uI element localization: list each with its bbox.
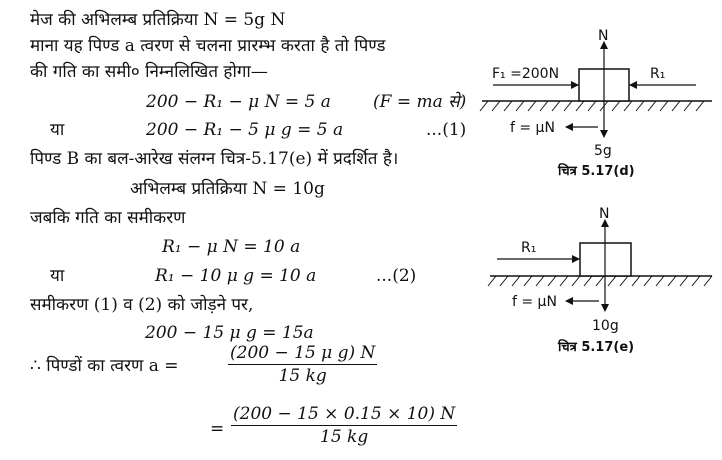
equation-1a-note: (F = ma से) (373, 92, 467, 112)
figure-e-label-weight: 10g (592, 318, 619, 334)
fraction-1-denominator: 15 kg (278, 366, 327, 386)
ya-label-1: या (50, 120, 65, 140)
figure-e-label-normal: N (599, 206, 610, 222)
ya-label-2: या (50, 266, 65, 286)
figure-d-label-weight: 5g (594, 143, 612, 159)
equation-1a: 200 − R₁ − μ N = 5 a (146, 92, 331, 112)
figure-d-hatch (480, 101, 704, 111)
figure-d-label-normal: N (598, 28, 609, 44)
figure-d-caption: चित्र 5.17(d) (558, 164, 635, 179)
figure-e-caption: चित्र 5.17(e) (558, 340, 635, 355)
figure-d-label-applied-force: F₁ =200N (492, 66, 560, 82)
equation-intro-line: की गति का समी० निम्नलिखित होगा— (30, 62, 268, 82)
motion-equation-line: जबकि गति का समीकरण (30, 208, 186, 228)
fraction-2-numerator: (200 − 15 × 0.15 × 10) N (233, 404, 456, 424)
fraction-2-denominator: 15 kg (320, 427, 369, 447)
assumption-line: माना यह पिण्ड a त्वरण से चलना प्रारम्भ करता है तो पिण्ड (30, 36, 386, 56)
equation-1-number: ...(1) (426, 120, 467, 140)
equation-1: 200 − R₁ − 5 μ g = 5 a (146, 120, 344, 140)
figure-d-label-reaction: R₁ (650, 66, 666, 82)
acceleration-line: ∴ पिण्डों का त्वरण a = (30, 356, 179, 376)
figure-e-hatch (488, 276, 712, 286)
equation-2-number: ...(2) (376, 266, 417, 286)
equation-2: R₁ − 10 μ g = 10 a (155, 266, 317, 286)
equals-sign: = (210, 419, 225, 439)
normal-reaction-line: मेज की अभिलम्ब प्रतिक्रिया N = 5g N (30, 10, 286, 30)
body-b-line: पिण्ड B का बल-आरेख संलग्न चित्र-5.17(e) में प्रदर्शित है। (30, 149, 399, 169)
figure-d-label-friction: f = μN (510, 120, 555, 136)
adding-line: समीकरण (1) व (2) को जोड़ने पर, (30, 295, 254, 315)
figure-e-label-reaction: R₁ (521, 240, 537, 256)
equation-sum: 200 − 15 μ g = 15a (145, 323, 314, 343)
normal-reaction-b-line: अभिलम्ब प्रतिक्रिया N = 10g (130, 179, 325, 199)
figure-e-label-friction: f = μN (512, 294, 557, 310)
equation-2a: R₁ − μ N = 10 a (162, 237, 301, 257)
fraction-1-numerator: (200 − 15 μ g) N (230, 343, 376, 363)
